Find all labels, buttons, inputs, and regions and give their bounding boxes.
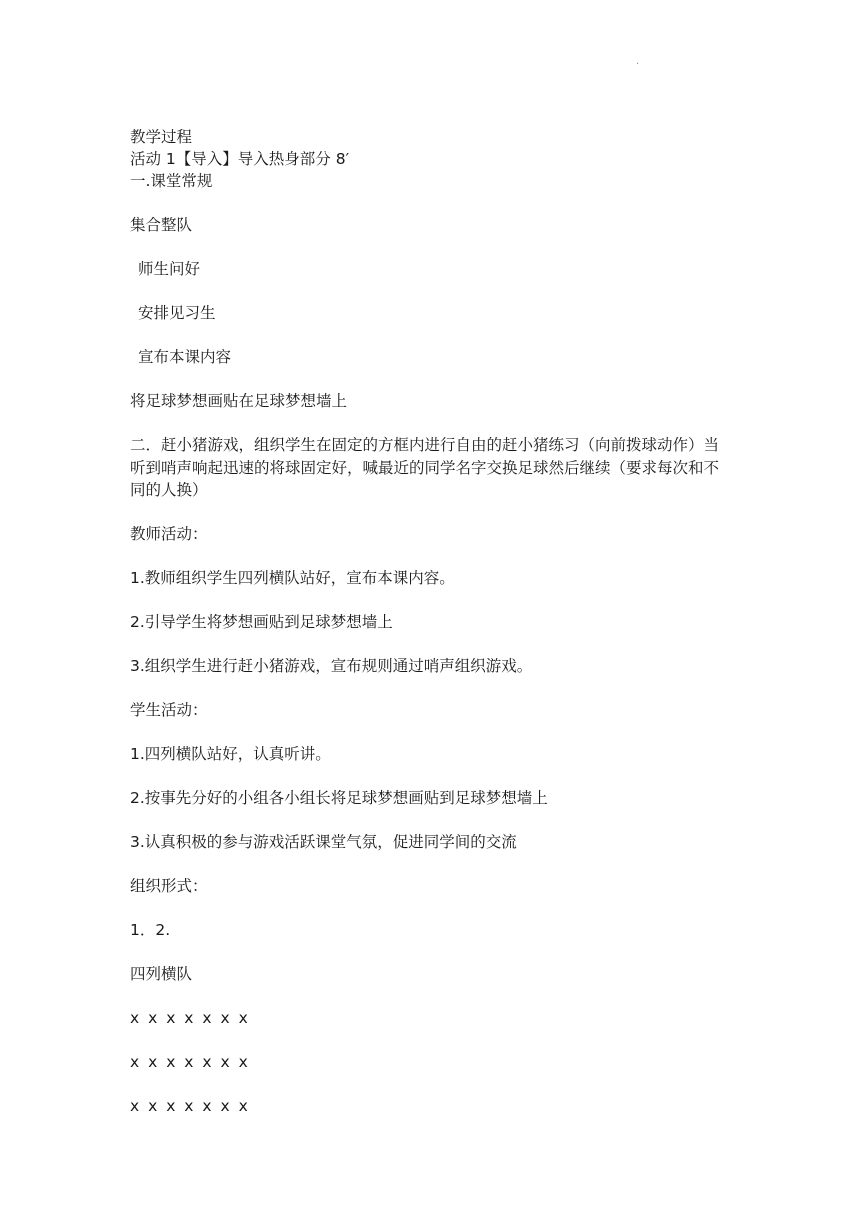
student-activity-heading: 学生活动： [130,701,208,719]
routine-assemble: 集合整队 [130,216,193,234]
formation-label: 四列横队 [130,965,193,983]
organization-numbers: 1．2. [130,921,171,939]
routine-paste: 将足球梦想画贴在足球梦想墙上 [130,392,348,410]
header-mark: . [636,56,640,67]
organization-heading: 组织形式： [130,877,208,895]
formation-row: x x x x x x x [130,1053,250,1071]
routine-arrange: 安排见习生 [138,304,216,322]
routine-greet: 师生问好 [138,260,201,278]
teacher-activity-heading: 教师活动： [130,525,208,543]
student-item: 1.四列横队站好，认真听讲。 [130,745,331,763]
student-item: 2.按事先分好的小组各小组长将足球梦想画贴到足球梦想墙上 [130,789,548,807]
teacher-item: 1.教师组织学生四列横队站好，宣布本课内容。 [130,569,455,587]
section-classroom-routine: 一.课堂常规 [130,172,213,190]
student-item: 3.认真积极的参与游戏活跃课堂气氛，促进同学间的交流 [130,833,517,851]
section-title: 教学过程 [130,128,193,146]
teacher-item: 3.组织学生进行赶小猪游戏，宣布规则通过哨声组织游戏。 [130,657,533,675]
teacher-item: 2.引导学生将梦想画贴到足球梦想墙上 [130,613,393,631]
formation-row: x x x x x x x [130,1097,250,1115]
routine-announce: 宣布本课内容 [138,348,232,366]
game-description: 二．赶小猪游戏，组织学生在固定的方框内进行自由的赶小猪练习（向前拨球动作）当听到哨声响起迅速的将球固定好，喊最近的同学名字交换足球然后继续（要求每次和不同的人换） [130,436,720,499]
formation-row: x x x x x x x [130,1009,250,1027]
activity-heading: 活动 1【导入】导入热身部分 8′ [130,150,350,168]
